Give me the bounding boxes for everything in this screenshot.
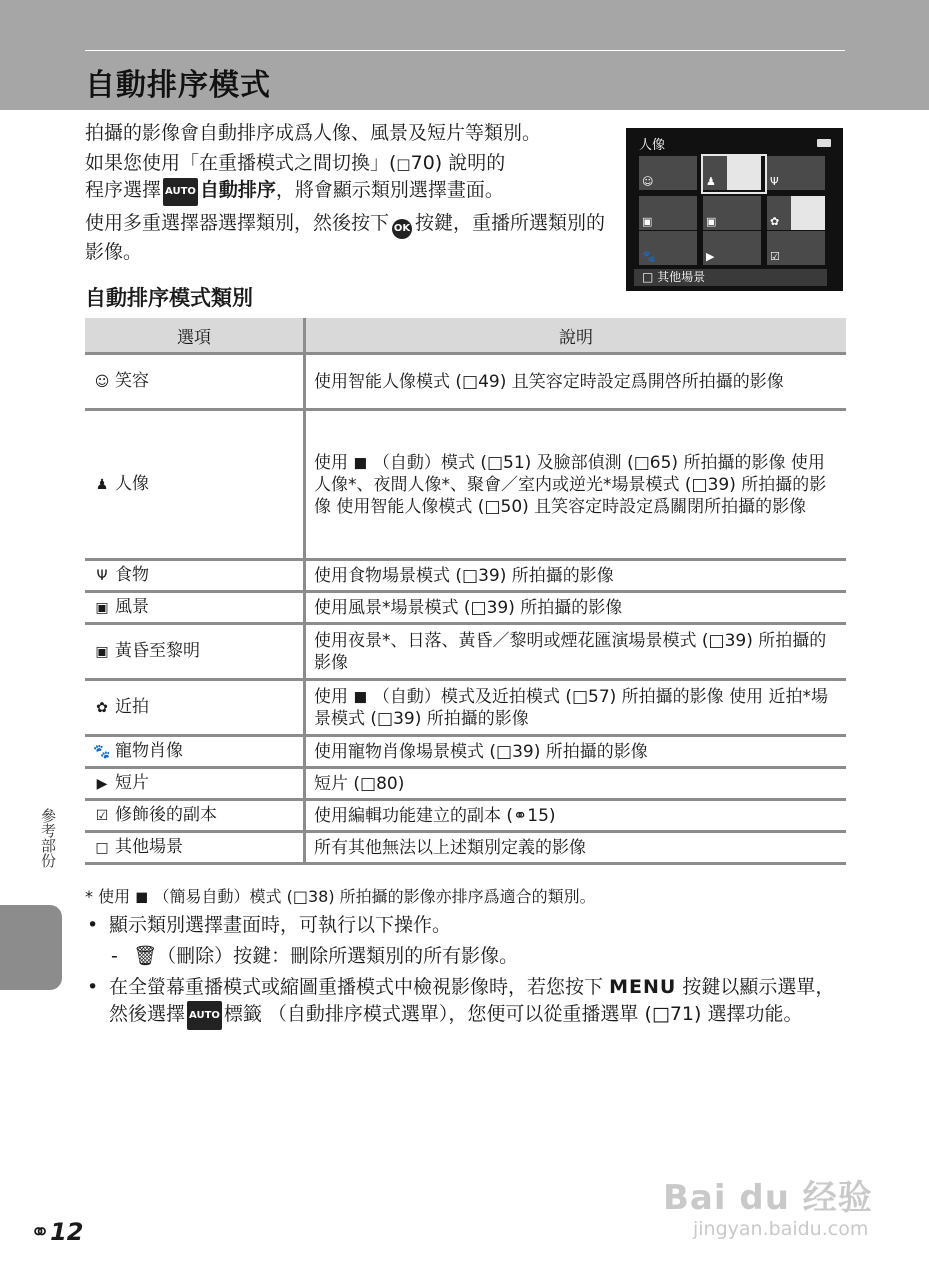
- table-row: [85, 560, 846, 592]
- table-row: [85, 410, 846, 560]
- dusk-icon: ▣: [95, 644, 109, 660]
- bullet-text-c: 標籤 （自動排序模式選單），您便可以從重播選單 (□71) 選擇功能。: [223, 1003, 803, 1025]
- option-label: 笑容: [115, 371, 149, 391]
- auto-sort-icon: AUTO: [163, 178, 198, 206]
- flower-thumbnail: [791, 196, 825, 230]
- portrait-icon: ♟: [95, 477, 109, 493]
- screen-title: 人像: [639, 138, 666, 153]
- category-cell-retouched[interactable]: [767, 231, 825, 265]
- movie-icon: ▶: [96, 776, 108, 792]
- landscape-icon: ▣: [95, 600, 109, 616]
- bullet-item: [85, 912, 850, 939]
- option-label: 修飾後的副本: [115, 805, 217, 825]
- category-cell-food[interactable]: [767, 156, 825, 190]
- intro-paragraph-1: 拍攝的影像會自動排序成爲人像、風景及短片等類別。: [85, 122, 542, 144]
- intro-p2-start: 如果您使用「在重播模式之間切換」(: [85, 152, 397, 174]
- pet-icon: 🐾: [642, 250, 656, 263]
- option-label: 食物: [115, 565, 149, 585]
- description-cell: 使用寵物肖像場景模式 (□39) 所拍攝的影像: [305, 736, 847, 768]
- footnote: * 使用 ◼ （簡易自動）模式 (□38) 所拍攝的影像亦排序爲適合的類別。: [85, 887, 596, 906]
- screen-footer: [634, 269, 827, 286]
- closeup-icon: ✿: [96, 700, 108, 716]
- portrait-icon: ♟: [706, 175, 716, 188]
- bullet-list: [85, 912, 850, 1034]
- trash-icon: 🗑: [133, 945, 158, 967]
- table-header-row: [85, 318, 846, 354]
- sub-item: [85, 943, 850, 970]
- intro-p2-bold: 自動排序: [199, 179, 276, 201]
- option-cell: [85, 560, 305, 592]
- pet-icon: 🐾: [93, 744, 111, 760]
- table-row: [85, 592, 846, 624]
- side-tab: [0, 905, 62, 990]
- table-row: [85, 832, 846, 864]
- option-label: 人像: [115, 474, 149, 494]
- column-header-option: 選項: [85, 318, 305, 354]
- description-cell: 使用 ◼ （自動）模式及近拍模式 (□57) 所拍攝的影像 使用 近拍*場景模式 (□39) 所拍攝的影像: [305, 680, 847, 736]
- bullet-dot: •: [87, 914, 99, 936]
- dusk-icon: ▣: [706, 215, 717, 228]
- other-scenes-icon: □: [95, 840, 109, 856]
- retouch-icon: ☑: [95, 808, 109, 824]
- category-cell-closeup[interactable]: [767, 196, 825, 230]
- intro-paragraph-3: [85, 210, 610, 265]
- option-cell: [85, 354, 305, 410]
- bullet-text: 顯示類別選擇畫面時，可執行以下操作。: [109, 914, 452, 936]
- bullet-dot: •: [87, 976, 99, 998]
- landscape-icon: ▣: [642, 215, 653, 228]
- intro-p2-ref: 70: [410, 152, 435, 174]
- ok-button-icon: OK: [392, 219, 412, 239]
- intro-text: [85, 120, 610, 269]
- movie-icon: ▶: [706, 250, 715, 263]
- description-cell: 使用食物場景模式 (□39) 所拍攝的影像: [305, 560, 847, 592]
- food-icon: Ψ: [96, 568, 108, 584]
- description-cell: 使用 ◼ （自動）模式 (□51) 及臉部偵測 (□65) 所拍攝的影像 使用人像*、夜間人像*、聚會／室内或逆光*場景模式 (□39) 所拍攝的影像 使用智能人像模式 (□50) 且笑容定時設定爲關閉所拍攝的影像: [305, 410, 847, 560]
- description-cell: 使用智能人像模式 (□49) 且笑容定時設定爲開啓所拍攝的影像: [305, 354, 847, 410]
- other-scenes-icon: □: [642, 270, 654, 284]
- option-cell: [85, 800, 305, 832]
- intro-p3-start: 使用多重選擇器選擇類別，然後按下: [85, 212, 390, 234]
- category-cell-pet[interactable]: [639, 231, 697, 265]
- option-cell: [85, 680, 305, 736]
- food-icon: Ψ: [770, 175, 779, 188]
- auto-sort-tab-icon: AUTO: [187, 1001, 222, 1030]
- option-label: 黃昏至黎明: [115, 641, 200, 661]
- sub-dash: -: [111, 945, 118, 967]
- column-header-description: 說明: [305, 318, 847, 354]
- selection-frame: [701, 154, 767, 194]
- watermark: [663, 1170, 883, 1250]
- option-cell: [85, 768, 305, 800]
- intro-p2-end: ，將會顯示類別選擇畫面。: [275, 179, 504, 201]
- table-row: [85, 624, 846, 680]
- camera-screen: [626, 128, 843, 291]
- watermark-url: jingyan.baidu.com: [693, 1218, 869, 1240]
- table-row: [85, 680, 846, 736]
- page-title: 自動排序模式: [85, 68, 271, 103]
- category-cell-movie[interactable]: [703, 231, 761, 265]
- option-label: 風景: [115, 597, 149, 617]
- intro-p2-mid: ) 說明的: [434, 152, 506, 174]
- screen-footer-label: 其他場景: [657, 270, 706, 284]
- retouch-icon: ☑: [770, 250, 780, 263]
- smile-icon: ☺: [642, 175, 654, 188]
- table-row: [85, 768, 846, 800]
- bullet-text-b: 按鍵以顯示選單，然後選擇: [109, 976, 835, 1025]
- category-table: [85, 318, 846, 865]
- smile-icon: ☺: [94, 374, 110, 390]
- bullet-item: [85, 974, 850, 1030]
- table-row: [85, 736, 846, 768]
- side-section-label: 參考部份: [39, 808, 57, 868]
- category-cell-smile[interactable]: [639, 156, 697, 190]
- option-label: 近拍: [115, 697, 149, 717]
- closeup-icon: ✿: [770, 215, 780, 228]
- table-row: [85, 800, 846, 832]
- menu-button-label: MENU: [609, 976, 677, 998]
- description-cell: 使用夜景*、日落、黃昏／黎明或煙花匯演場景模式 (□39) 所拍攝的影像: [305, 624, 847, 680]
- description-cell: 使用編輯功能建立的副本 (⚭15): [305, 800, 847, 832]
- option-cell: [85, 624, 305, 680]
- book-ref-icon: □: [396, 155, 411, 173]
- category-cell-landscape[interactable]: [639, 196, 697, 230]
- option-label: 寵物肖像: [115, 741, 183, 761]
- intro-p2-line2: 程序選擇: [85, 179, 162, 201]
- sub-text-a: （刪除）按鍵：: [157, 945, 291, 967]
- section-title: 自動排序模式類別: [85, 286, 253, 310]
- option-cell: [85, 832, 305, 864]
- table-row: [85, 354, 846, 410]
- option-label: 其他場景: [115, 837, 183, 857]
- description-cell: 使用風景*場景模式 (□39) 所拍攝的影像: [305, 592, 847, 624]
- bullet-text-a: 在全螢幕重播模式或縮圖重播模式中檢視影像時，若您按下: [109, 976, 604, 998]
- page-number: ⚭12: [30, 1218, 84, 1246]
- category-cell-dusk[interactable]: [703, 196, 761, 230]
- description-cell: 所有其他無法以上述類別定義的影像: [305, 832, 847, 864]
- option-cell: [85, 736, 305, 768]
- description-cell: 短片 (□80): [305, 768, 847, 800]
- intro-p3-end: 按鍵，重播所選類別的影像。: [85, 212, 606, 263]
- option-cell: [85, 410, 305, 560]
- option-cell: [85, 592, 305, 624]
- sub-text-b: 刪除所選類別的所有影像。: [290, 945, 519, 967]
- option-label: 短片: [115, 773, 149, 793]
- header-rule: [85, 50, 845, 51]
- intro-paragraph-2: [85, 150, 610, 206]
- battery-icon: [817, 139, 831, 147]
- watermark-logo: Bai du 经验: [663, 1178, 873, 1218]
